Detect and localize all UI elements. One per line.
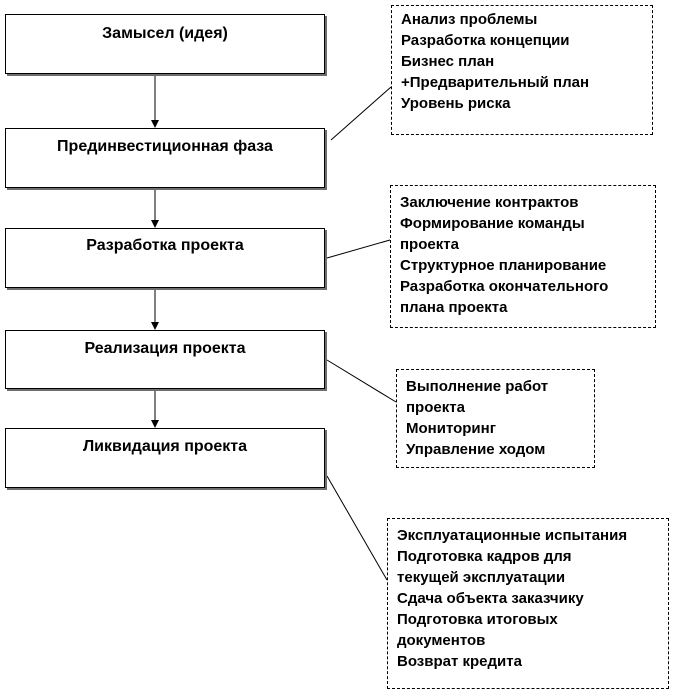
- note-line: Разработка концепции: [401, 32, 570, 49]
- note-pre-investment: [391, 5, 653, 135]
- phase-project-implementation: [5, 330, 325, 389]
- note-line: проекта: [406, 399, 465, 416]
- callout-line-1: [331, 87, 391, 140]
- note-line: Формирование команды: [400, 215, 585, 232]
- note-line: Анализ проблемы: [401, 11, 538, 28]
- phase-project-development-label: Разработка проекта: [86, 237, 244, 254]
- note-line: +Предварительный план: [401, 74, 590, 91]
- note-line: Подготовка итоговых: [397, 611, 558, 628]
- note-line: Подготовка кадров для: [397, 548, 572, 565]
- callout-line-4: [327, 476, 387, 580]
- note-project-implementation: [396, 369, 595, 468]
- note-line: Эксплуатационные испытания: [397, 527, 628, 544]
- phase-project-implementation-label: Реализация проекта: [84, 340, 246, 357]
- note-line: документов: [397, 632, 486, 649]
- phase-pre-investment-label: Прединвестиционная фаза: [57, 138, 273, 155]
- note-line: проекта: [400, 236, 459, 253]
- callout-line-3: [327, 360, 396, 402]
- note-project-development: [390, 185, 656, 328]
- note-line: Возврат кредита: [397, 653, 522, 670]
- note-line: Заключение контрактов: [400, 194, 579, 211]
- note-line: Выполнение работ: [406, 378, 549, 395]
- phase-idea: [5, 14, 325, 74]
- note-line: текущей эксплуатации: [397, 569, 566, 586]
- note-line: плана проекта: [400, 299, 508, 316]
- phase-idea-label: Замысел (идея): [102, 25, 228, 42]
- note-line: Бизнес план: [401, 53, 495, 70]
- note-line: Структурное планирование: [400, 257, 607, 274]
- phase-project-liquidation-label: Ликвидация проекта: [82, 438, 248, 455]
- note-project-liquidation: [387, 518, 669, 689]
- note-line: Мониторинг: [406, 420, 496, 437]
- callout-line-2: [327, 240, 390, 258]
- phase-pre-investment: [5, 128, 325, 188]
- phase-project-development: [5, 228, 325, 288]
- note-line: Управление ходом: [406, 441, 546, 458]
- note-line: Сдача объекта заказчику: [397, 590, 584, 607]
- note-line: Уровень риска: [401, 95, 511, 112]
- note-line: Разработка окончательного: [400, 278, 609, 295]
- phase-project-liquidation: [5, 428, 325, 488]
